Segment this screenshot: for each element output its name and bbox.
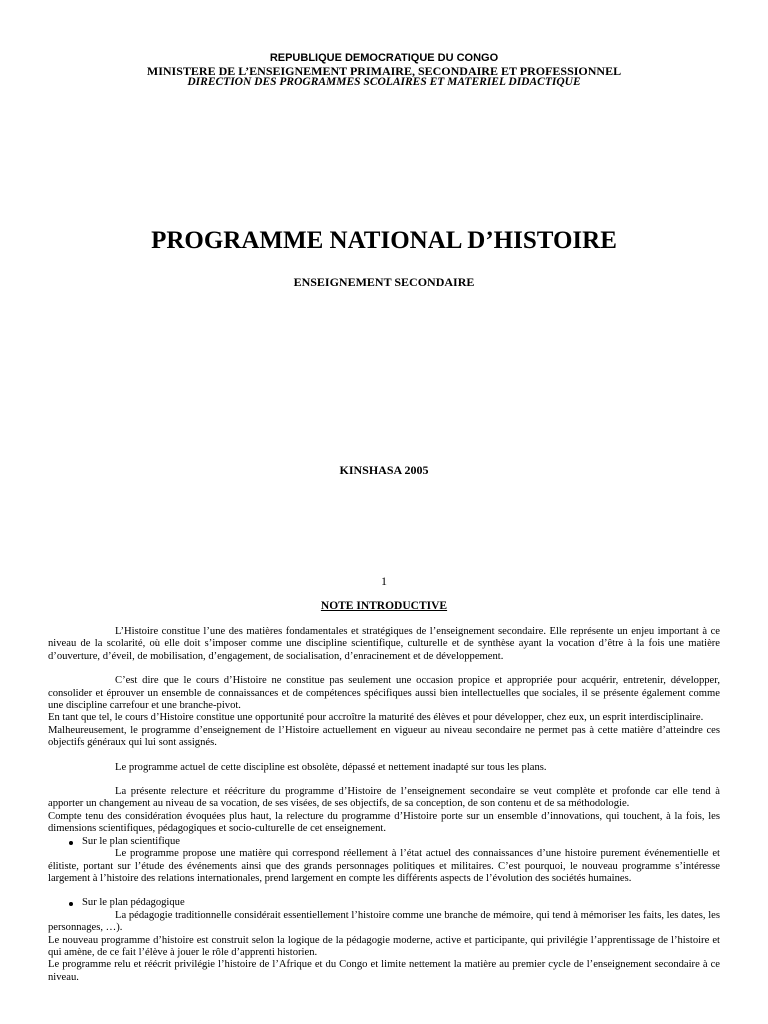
page-number: 1 [381, 574, 387, 588]
body-text [48, 626, 720, 984]
section-title: NOTE INTRODUCTIVE [320, 600, 448, 612]
paragraph: Le programme propose une matière qui correspond réellement à l’état actuel des connaissances d’une histoire purement événementielle et élitiste, portant sur l’étude des événements ainsi que des grands personnages politiques et militaires. C’est pourquoi, le nouveau programme s’intéresse largement à l’histoire des relations internationales, prend largement en compte les différents aspects de l’évolution des sociétés humaines. [48, 848, 720, 884]
paragraph: Le nouveau programme d’histoire est construit selon la logique de la pédagogie moderne, active et participante, qui privilégie l’apprentissage de l’histoire et qui amène, de ce fait l’élève à jouer le rôle d’apprenti historien. [48, 934, 720, 958]
place-year: KINSHASA 2005 [339, 463, 429, 477]
header-republic: REPUBLIQUE DEMOCRATIQUE DU CONGO [269, 52, 499, 64]
paragraph: Le programme relu et réécrit privilégie l’histoire de l’Afrique et du Congo et limite nettement la matière au premier cycle de l’enseignement secondaire à ce niveau. [48, 959, 720, 983]
bullet-item [48, 836, 720, 848]
paragraph: Compte tenu des considération évoquées plus haut, la relecture du programme d’Histoire porte sur un ensemble d’innovations, qui touchent, à la fois, les dimensions scientifiques, pédagogiques et socio-culturelle de cet enseignement. [48, 810, 720, 835]
bullet-label: Sur le plan pédagogique [82, 897, 185, 909]
bullet-label: Sur le plan scientifique [82, 835, 180, 847]
bullet-item [48, 897, 720, 909]
header-direction: DIRECTION DES PROGRAMMES SCOLAIRES ET MATERIEL DIDACTIQUE [187, 76, 581, 88]
bullet-icon [69, 841, 73, 845]
bullet-icon [69, 902, 73, 906]
paragraph: En tant que tel, le cours d’Histoire constitue une opportunité pour accroître la maturité des élèves et pour développer, chez eux, un esprit interdisciplinaire. [48, 712, 704, 724]
header-ministry: MINISTERE DE L’ENSEIGNEMENT PRIMAIRE, SECONDAIRE ET PROFESSIONNEL [146, 64, 622, 78]
document-subtitle: ENSEIGNEMENT SECONDAIRE [293, 275, 475, 289]
paragraph: La pédagogie traditionnelle considérait essentiellement l’histoire comme une branche de mémoire, qui tend à mémoriser les faits, les dates, les personnages, …). [48, 909, 720, 934]
paragraph: L’Histoire constitue l’une des matières fondamentales et stratégiques de l’enseignement secondaire. Elle représente un enjeu important à ce niveau de la scolarité, où elle doit s’imposer comme une discipline scientifique, culturelle et de synthèse ayant la vocation d’être à la fois une matière d’ouverture, d’éveil, de mobilisation, d’engagement, de socialisation, d’enracinement et de développement. [48, 626, 720, 662]
paragraph: Le programme actuel de cette discipline est obsolète, dépassé et nettement inadapté sur tous les plans. [115, 761, 547, 773]
paragraph: Malheureusement, le programme d’enseignement de l’Histoire actuellement en vigueur au niveau secondaire ne permet pas à cette matière d’atteindre ces objectifs généraux qui lui sont assignés. [48, 724, 720, 749]
paragraph: C’est dire que le cours d’Histoire ne constitue pas seulement une occasion propice et appropriée pour acquérir, entretenir, développer, consolider et éprouver un ensemble de connaissances et de compétences spécifiques aussi bien intellectuelles que sociales, il se présente également comme une discipline carrefour et une branche-pivot. [48, 675, 720, 712]
document-title: PROGRAMME NATIONAL D’HISTOIRE [151, 227, 617, 254]
paragraph: La présente relecture et réécriture du programme d’Histoire de l’enseignement secondaire se veut complète et profonde car elle tend à apporter un changement au niveau de sa vocation, de ses visées, de ses objectifs, de sa conception, de son contenu et de sa méthodologie. [48, 786, 720, 810]
